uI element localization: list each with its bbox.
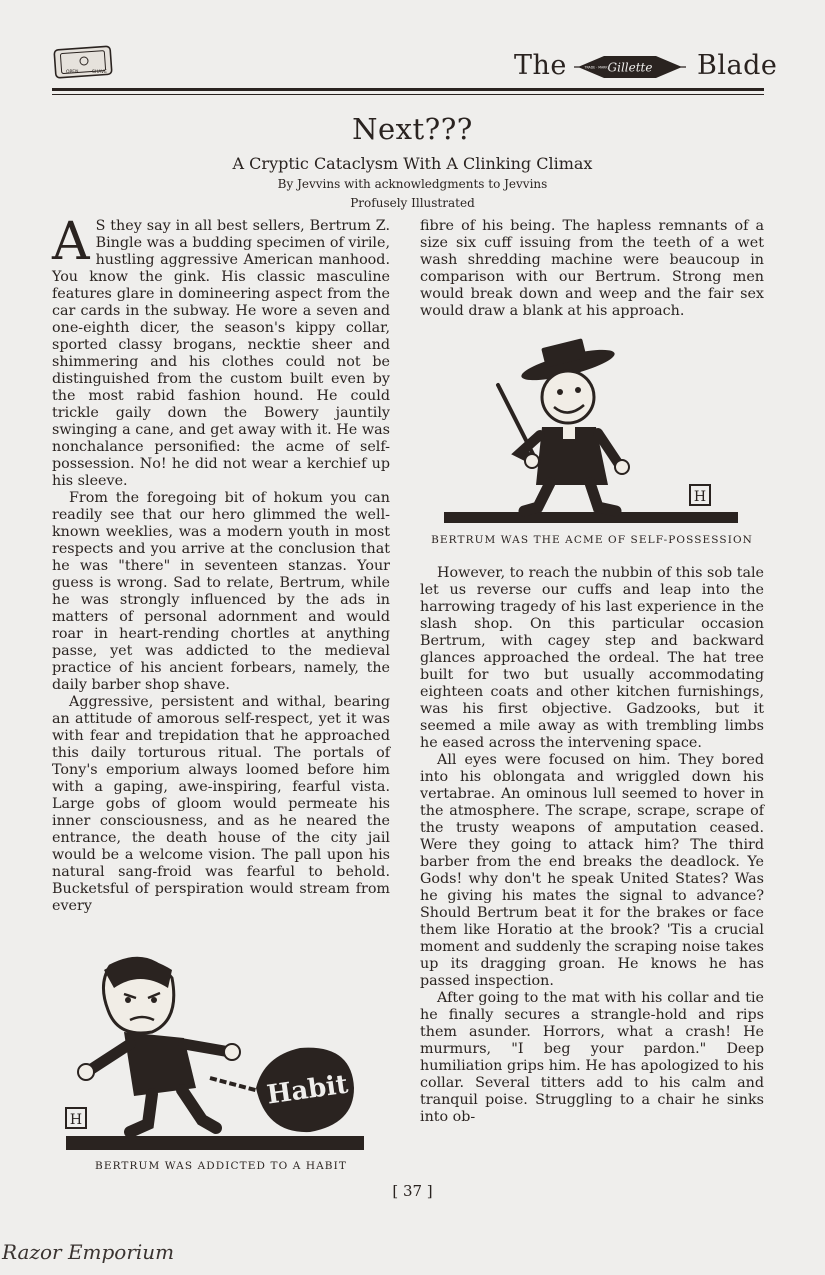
right-column-top — [420, 218, 764, 320]
article-byline: By Jevvins with acknowledgments to Jevvins — [277, 177, 548, 191]
watermark: Razor Emporium — [2, 1240, 175, 1264]
habit-label: Habit — [265, 1069, 350, 1111]
article-subtitle: A Cryptic Cataclysm With A Clinking Climax — [232, 154, 593, 173]
masthead-title-left: The — [514, 50, 567, 81]
monogram-2: H — [69, 1112, 83, 1128]
drop-cap: A — [52, 212, 90, 272]
right-column-bottom — [420, 565, 764, 1126]
badge-small-text: TRADE · MARK — [584, 65, 608, 70]
masthead-title-right: Blade — [697, 50, 778, 81]
logo-text-bottom: SHAVE — [92, 70, 107, 75]
paragraph-6: After going to the mat with his collar and tie he finally secures a strangle-hold and rips them asunder. Horrors, what a crash! He murmurs, "I beg your pardon." Deep humiliation grips him. He has apologized to his collar. Several titters add to his calm and tranquil poise. Struggling to a chair he sinks into ob- — [420, 990, 764, 1125]
left-column — [52, 212, 390, 915]
paragraph-1 — [52, 212, 390, 490]
gillette-badge — [574, 53, 686, 81]
masthead-rule-thick — [52, 88, 764, 91]
article-title: Next??? — [352, 112, 473, 146]
article-illustrated-note: Profusely Illustrated — [350, 196, 475, 210]
paragraph-4: However, to reach the nubbin of this sob tale let us reverse our cuffs and leap into the harrowing tragedy of his last experience in the slash shop. On this particular occasion Bertrum, with cagey step and backward glances approached the ordeal. The hat tree built for two but usually accommodating eighteen coats and other kitchen furnishings, was his first objective. Gadzooks, but it seemed a mile away as with trembling limbs he eased across the intervening space. — [420, 565, 764, 751]
razor-packet-logo-icon — [52, 42, 116, 82]
page-number: [ 37 ] — [392, 1182, 433, 1200]
caption-habit: BERTRUM WAS ADDICTED TO A HABIT — [95, 1160, 347, 1172]
dandy-with-cane-illustration — [440, 335, 740, 530]
paragraph-2: From the foregoing bit of hokum you can readily see that our hero glimmed the well-known weeklies, was a modern youth in most respects and you arrive at the conclusion that he was "there" in seventeen stanzas. Your guess is wrong. Sad to relate, Bertrum, while he was strongly influenced by the ads in matters of personal adornment and would roar in heart-rending chortles at anything passe, yet was addicted to the medieval practice of his ancient forbears, namely, the daily barber shop shave. — [52, 490, 390, 693]
paragraph-continued: fibre of his being. The hapless remnants of a size six cuff issuing from the teeth of a wet wash shredding machine were beaucoup in comparison with our Bertrum. Strong men would break down and weep and the fair sex would draw a blank at his approach. — [420, 218, 764, 319]
logo-text-top: OPEN — [66, 70, 79, 75]
habit-ball-illustration — [60, 948, 370, 1158]
monogram-1: H — [693, 489, 707, 505]
masthead-rule-thin — [52, 94, 764, 95]
paragraph-3: Aggressive, persistent and withal, bearing an attitude of amorous self-respect, yet it was with fear and trepidation that he approached this daily torturous ritual. The portals of Tony's emporium always loomed before him with a gaping, awe-inspiring, fearful vista. Large gobs of gloom would permeate his inner consciousness, and as he neared the entrance, the death house of the city jail would be a welcome vision. The pall upon his natural sang-froid was fearful to behold. Bucketsful of perspiration would stream from every — [52, 694, 390, 914]
paragraph-5: All eyes were focused on him. They bored into his oblongata and wriggled down his vertabrae. An ominous lull seemed to hover in the atmosphere. The scrape, scrape, scrape of the trusty weapons of amputation ceased. Were they going to attack him? The third barber from the end breaks the deadlock. Ye Gods! why don't he speak United States? Was he giving his mates the signal to advance? Should Bertrum beat it for the brakes or face them like Horatio at the brook? 'Tis a crucial moment and suddenly the scraping noise takes up its dragging groan. He knows he has passed inspection. — [420, 752, 764, 989]
caption-acme: BERTRUM WAS THE ACME OF SELF-POSSESSION — [431, 534, 753, 546]
badge-text: Gillette — [607, 60, 653, 75]
paragraph-1-text: S they say in all best sellers, Bertrum Z. Bingle was a budding specimen of virile, hustling aggressive American manhood. You know the gink. His classic masculine features glare in domineering aspect from the car cards in the subway. He wore a seven and one-eighth dicer, the season's kippy collar, sported classy brogans, necktie sheer and shimmering and his clothes could not be distinguished from the custom built even by the most rabid fashion hound. He could trickle gaily down the Bowery jauntily swinging a cane, and get away with it. He was nonchalance personified: the acme of self-possession. No! he did not wear a kerchief up his sleeve. — [52, 218, 390, 489]
